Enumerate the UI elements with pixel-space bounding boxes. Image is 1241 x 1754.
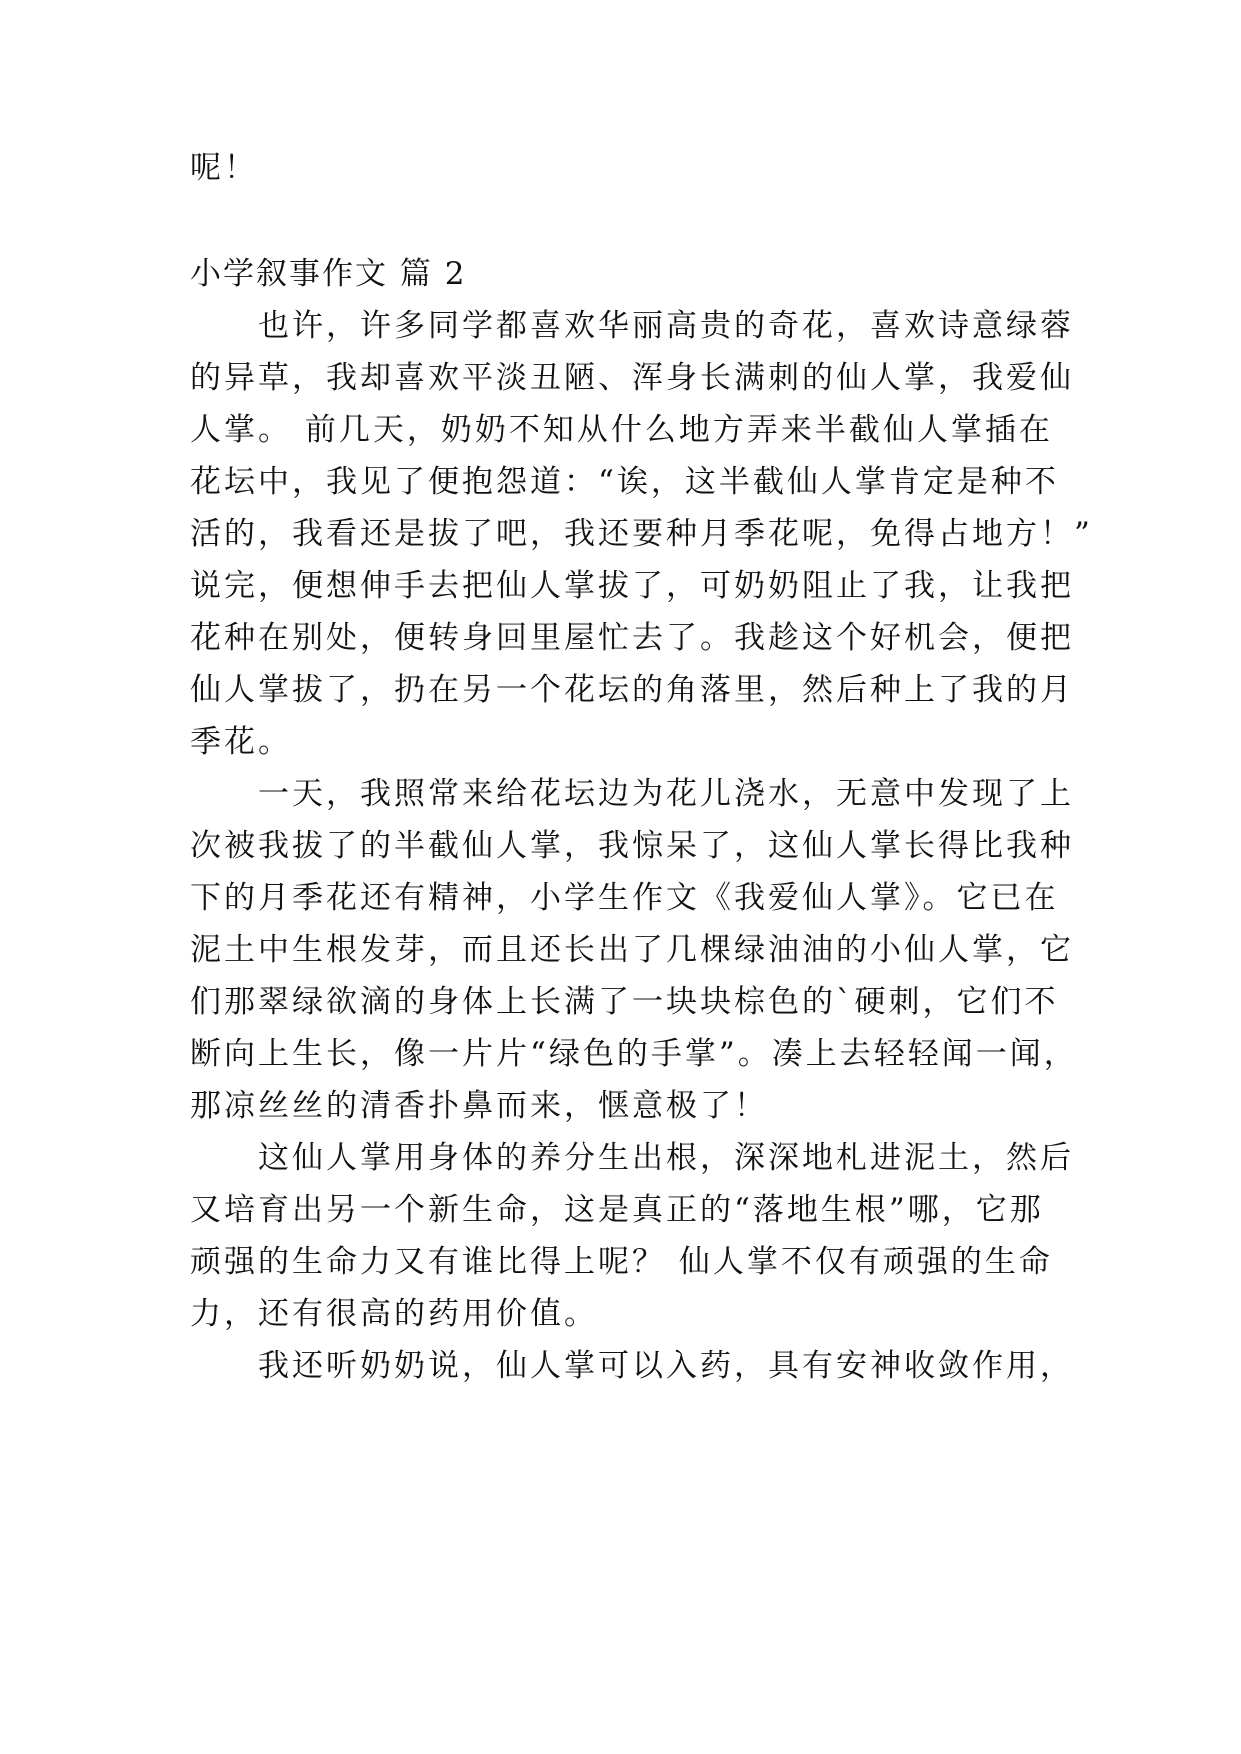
paragraph-line: 活的，我看还是拔了吧，我还要种月季花呢，免得占地方！” [190, 516, 1093, 552]
paragraph-line: 仙人掌拔了，扔在另一个花坛的角落里，然后种上了我的月 [190, 672, 1074, 708]
previous-paragraph-tail: 呢！ [190, 150, 258, 186]
paragraph-line: 断向上生长，像一片片“绿色的手掌”。凑上去轻轻闻一闻， [190, 1036, 1078, 1072]
paragraph-line: 次被我拔了的半截仙人掌，我惊呆了，这仙人掌长得比我种 [190, 828, 1074, 864]
paragraph-line: 说完，便想伸手去把仙人掌拔了，可奶奶阻止了我，让我把 [190, 568, 1074, 604]
paragraph-line: 又培育出另一个新生命，这是真正的“落地生根”哪，它那 [190, 1192, 1044, 1228]
paragraph-line: 顽强的生命力又有谁比得上呢？ 仙人掌不仅有顽强的生命 [190, 1244, 1053, 1280]
paragraph-line: 一天，我照常来给花坛边为花儿浇水，无意中发现了上 [258, 776, 1074, 812]
paragraph-line: 我还听奶奶说，仙人掌可以入药，具有安神收敛作用， [258, 1348, 1074, 1384]
paragraph-line: 这仙人掌用身体的养分生出根，深深地札进泥土，然后 [258, 1140, 1074, 1176]
paragraph-line: 下的月季花还有精神，小学生作文《我爱仙人掌》。它已在 [190, 880, 1059, 916]
paragraph-line: 力，还有很高的药用价值。 [190, 1296, 598, 1332]
paragraph-line: 那凉丝丝的清香扑鼻而来，惬意极了！ [190, 1088, 768, 1124]
section-title: 小学叙事作文 篇 2 [190, 256, 467, 292]
paragraph-line: 人掌。 前几天，奶奶不知从什么地方弄来半截仙人掌插在 [190, 412, 1053, 448]
paragraph-line: 泥土中生根发芽，而且还长出了几棵绿油油的小仙人掌，它 [190, 932, 1074, 968]
paragraph-line: 花坛中，我见了便抱怨道：“诶，这半截仙人掌肯定是种不 [190, 464, 1059, 500]
paragraph-line: 花种在别处，便转身回里屋忙去了。我趁这个好机会，便把 [190, 620, 1074, 656]
paragraph-line: 也许，许多同学都喜欢华丽高贵的奇花，喜欢诗意绿蓉 [258, 308, 1074, 344]
paragraph-line: 季花。 [190, 724, 292, 760]
paragraph-line: 们那翠绿欲滴的身体上长满了一块块棕色的`硬刺，它们不 [190, 984, 1059, 1020]
paragraph-line: 的异草，我却喜欢平淡丑陋、浑身长满刺的仙人掌，我爱仙 [190, 360, 1074, 396]
